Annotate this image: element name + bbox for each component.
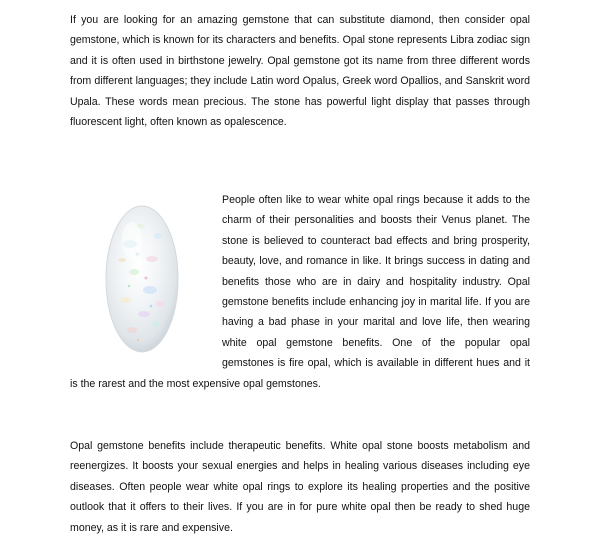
paragraph-white-opal-rings: People often like to wear white opal rings because it adds to the charm of their personalities and boosts their Venus planet. The stone is believed to counteract bad effects and bring prosperity, beauty, love, and romance in like. It brings success in dating and benefits those who are in dairy and hospitality industry. Opal gemstone benefits include enhancing joy in marital life. If you are having a bad phase in your marital and love life, then wearing white opal gemstone benefits. One of the popular opal gemstones is fire opal, which is available in different hues and it is the rarest and the most expensive opal gemstones. bbox=[70, 194, 530, 390]
paragraph-therapeutic-benefits: Opal gemstone benefits include therapeutic benefits. White opal stone boosts metabolism and reenergizes. It boosts your sexual energies and helps in healing various diseases including eye diseases. Often people wear white opal rings to explore its healing properties and the positive outlook that it offers to their lives. If you are in for pure white opal then be ready to shed huge money, as it is rare and expensive. bbox=[70, 440, 530, 534]
white-opal-stone-icon bbox=[104, 204, 180, 354]
paragraph-intro: If you are looking for an amazing gemstone that can substitute diamond, then consider opal gemstone, which is known for its characters and benefits. Opal stone represents Libra zodiac sign and it is often used in birthstone jewelry. Opal gemstone got its name from three different words from different languages; they include Latin word Opalus, Greek word Opallios, and Sanskrit word Upala. These words mean precious. The stone has powerful light display that passes through fluorescent light, often known as opalescence. bbox=[70, 14, 530, 129]
opal-image-container bbox=[70, 190, 222, 358]
paragraph-with-image bbox=[70, 190, 530, 394]
